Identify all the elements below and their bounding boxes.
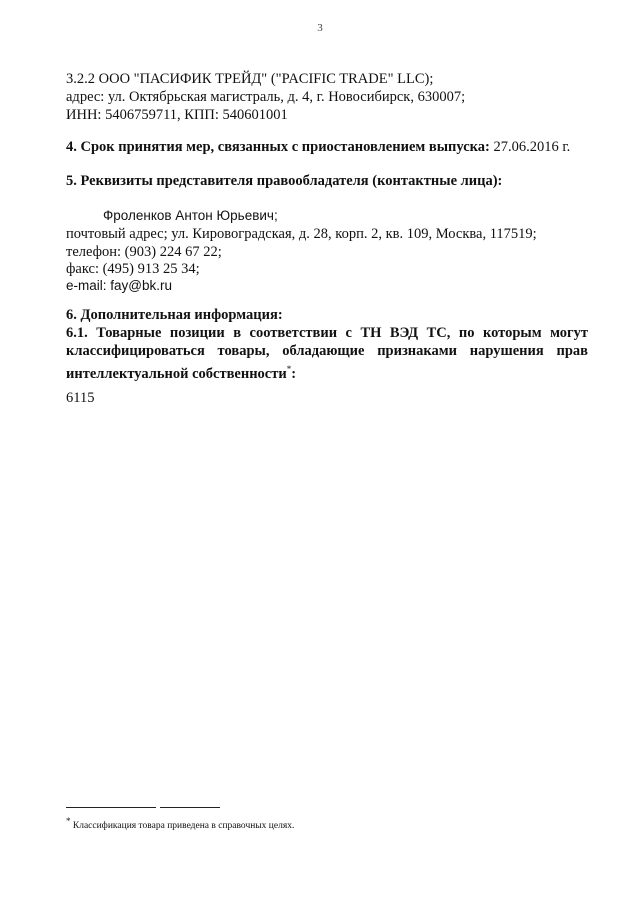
contact-fax: факс: (495) 913 25 34;	[66, 261, 200, 277]
company-inn-line: ИНН: 5406759711, КПП: 540601001	[66, 107, 288, 123]
contact-address: почтовый адрес; ул. Кировоградская, д. 28, корп. 2, кв. 109, Москва, 117519;	[66, 226, 537, 242]
footnote-text: Классификация товара приведена в справочных целях.	[72, 821, 295, 832]
page-number: 3	[317, 22, 323, 34]
contact-phone: телефон: (903) 224 67 22;	[66, 244, 222, 260]
section-4-label: 4. Срок принятия мер, связанных с приостановлением выпуска:	[66, 139, 490, 155]
company-address-line: адрес: ул. Октябрьская магистраль, д. 4, г. Новосибирск, 630007;	[66, 89, 466, 105]
section-6-1-line-3: интеллектуальной собственности*:	[66, 364, 297, 382]
footnote	[66, 815, 294, 832]
contact-name: Фроленков Антон Юрьевич;	[103, 208, 278, 223]
section-6-1-line-1: 6.1. Товарные позиции в соответствии с ТН ВЭД ТС, по которым могут	[66, 325, 588, 341]
company-name-line: 3.2.2 ООО "ПАСИФИК ТРЕЙД" ("PACIFIC TRADE" LLC);	[66, 71, 434, 87]
section-4-date: 27.06.2016 г.	[493, 139, 571, 155]
section-6-1-line-2: классифицироваться товары, обладающие признаками нарушения прав	[66, 343, 588, 359]
section-4-line	[66, 138, 570, 156]
footnote-reference: *	[286, 364, 292, 374]
tariff-code: 6115	[66, 390, 95, 406]
section-5-heading: 5. Реквизиты представителя правообладателя (контактные лица):	[66, 173, 503, 189]
contact-email: e-mail: fay@bk.ru	[66, 278, 172, 293]
section-6-heading: 6. Дополнительная информация:	[66, 307, 283, 323]
footnote-marker: *	[66, 816, 71, 826]
